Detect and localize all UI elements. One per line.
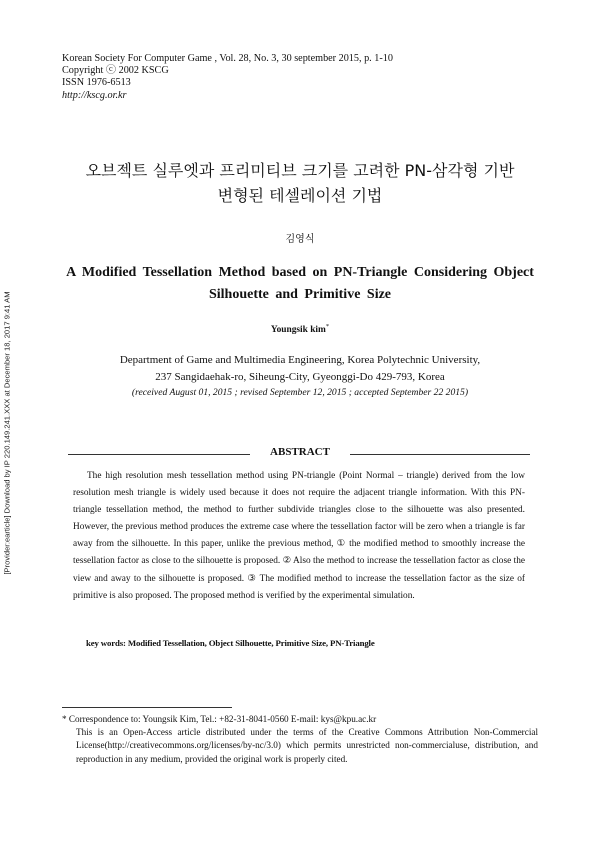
correspondence-mark: * [325,323,330,330]
journal-citation: Korean Society For Computer Game , Vol. 28, No. 3, 30 september 2015, p. 1-10 [62,53,393,64]
journal-url-link[interactable]: http://kscg.or.kr [62,89,127,101]
korean-author: 김영식 [285,234,315,245]
english-author-name: Youngsik kim [270,325,326,336]
english-title-line2: Silhouette and Primitive Size [208,287,392,302]
korean-title-line1: 오브젝트 실루엣과 프리미티브 크기를 고려한 PN-삼각형 기반 [85,161,515,180]
english-title-line1: A Modified Tessellation Method based on PN-Triangle Considering Object [66,265,534,280]
english-title [40,262,560,306]
affiliation [0,352,600,402]
korean-title-line2: 변형된 테셀레이션 기법 [217,186,383,205]
keywords: key words: Modified Tessellation, Object Silhouette, Primitive Size, PN-Triangle [86,638,375,648]
english-author [0,323,600,335]
download-stamp [0,268,14,598]
journal-copyright: Copyright ⓒ 2002 KSCG [62,65,169,77]
correspondence-note: * Correspondence to: Youngsik Kim, Tel.: +82-31-8041-0560 E-mail: kys@kpu.ac.kr [62,714,377,724]
journal-header [62,53,393,102]
journal-issn: ISSN 1976-6513 [62,77,131,89]
abstract-rule-right [350,454,530,455]
submission-dates: (received August 01, 2015 ; revised September 12, 2015 ; accepted September 22 2015) [131,387,469,398]
license-note: This is an Open-Access article distributed under the terms of the Creative Commons Attribution Non-Commercial License(http://creativecommons.org/licenses/by-nc/3.0) which permits unrestricted non-commercialuse, distribution, and reproduction in any medium, provided the original work is properly cited. [76,727,538,764]
footnote [62,713,538,766]
affiliation-address: 237 Sangidaehak-ro, Siheung-City, Gyeonggi-Do 429-793, Korea [155,370,445,383]
download-stamp-text: [Provider:earticle] Download by IP 220.149.241.XXX at December 18, 2017 9:41 AM [2,291,12,575]
abstract-heading: ABSTRACT [270,446,330,458]
abstract-text: The high resolution mesh tessellation method using PN-triangle (Point Normal – triangle) derived from the low resolution mesh triangle is widely used because it does not require the adjacent triangle information. With this PN-triangle tessellation method, the method to further subdivide triangles close to the silhouette was also presented. However, the previous method produces the extreme case where the tessellation factor will be zero when a triangle is far away from the silhouette. In this paper, unlike the previous method, ① the modified method to smoothly increase the tessellation factor as close to the silhouette is proposed. ② Also the method to increase the tessellation factor as close the view and away to the silhouette is proposed. ③ The modified method to increase the tessellation factor as the size of primitive is also proposed. The proposed method is verified by the experimental simulation. [73,471,525,601]
footnote-divider [62,707,232,708]
korean-title [40,158,560,208]
affiliation-department: Department of Game and Multimedia Engineering, Korea Polytechnic University, [119,354,481,366]
